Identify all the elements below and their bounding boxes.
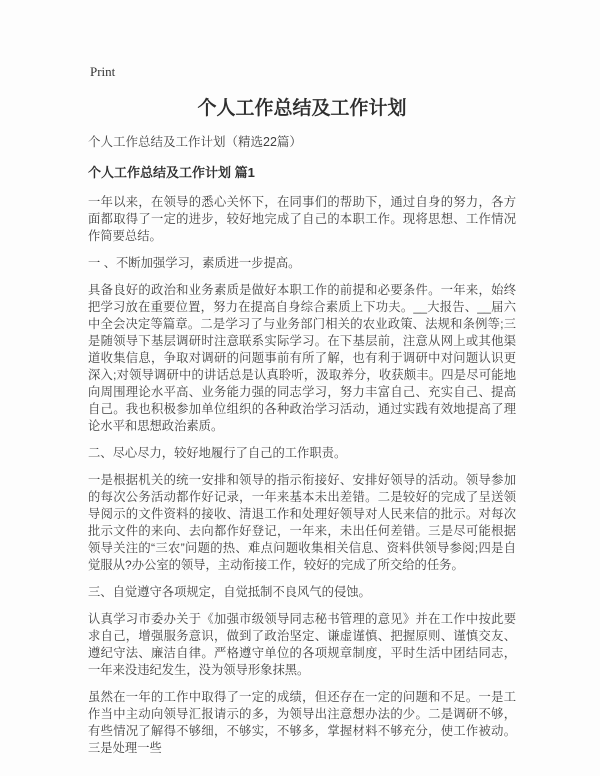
paragraph: 认真学习市委办关于《加强市级领导同志秘书管理的意见》并在工作中按此要求自己，增强服务意识，做到了政治坚定、谦虚谨慎、把握原则、谨慎交友、遵纪守法、廉洁自律。严格遵守单位的各项规章制度，平时生活中团结同志，一年来没违纪发生，没为领导形象抹黑。 (88, 612, 516, 677)
paragraph: 虽然在一年的工作中取得了一定的成绩，但还存在一定的问题和不足。一是工作当中主动向领导汇报请示的多，为领导出注意想办法的少。二是调研不够，有些情况了解得不够细，不够实，不够多，掌握材料不够充分，使工作被动。三是处理一些 (88, 690, 516, 755)
paragraph: 一 、不断加强学习，素质进一步提高。 (88, 256, 301, 270)
document-subtitle: 个人工作总结及工作计划（精选22篇） (88, 135, 302, 149)
paragraph: 三、自觉遵守各项规定，自觉抵制不良风气的侵蚀。 (88, 585, 371, 599)
print-link[interactable]: Print (90, 64, 116, 79)
document-title: 个人工作总结及工作计划 (197, 98, 407, 119)
document-body (88, 194, 516, 757)
paragraph: 具备良好的政治和业务素质是做好本职工作的前提和必要条件。一年来，始终把学习放在重要位置，努力在提高自身综合素质上下功夫。__大报告、__届六中全会决定等篇章。二是学习了与业务部门相关的农业政策、法规和条例等;三是随领导下基层调研时注意联系实际学习。在下基层前，注意从网上或其他渠道收集信息，争取对调研的问题事前有所了解，也有利于调研中对问题认识更深入;对领导调研中的讲话总是认真聆听，汲取养分，收获颇丰。四是尽可能地向周围理论水平高、业务能力强的同志学习，努力丰富自己、充实自己、提高自己。我也积极参加单位组织的各种政治学习活动，通过实践有效地提高了理论水平和思想政治素质。 (88, 283, 516, 433)
paragraph: 一年以来，在领导的悉心关怀下，在同事们的帮助下，通过自身的努力，各方面都取得了一定的进步，较好地完成了自己的本职工作。现将思想、工作情况作简要总结。 (88, 195, 516, 243)
section-heading: 个人工作总结及工作计划 篇1 (88, 165, 255, 180)
paragraph: 二、尽心尽力，较好地履行了自己的工作职责。 (88, 446, 347, 460)
paragraph: 一是根据机关的统一安排和领导的指示衔接好、安排好领导的活动。领导参加的每次公务活动都作好记录，一年来基本未出差错。二是较好的完成了呈送领导阅示的文件资料的接收、清退工作和处理好领导对人民来信的批示。对每次批示文件的来向、去向都作好登记，一年来，未出任何差错。三是尽可能根据领导关注的“三农”问题的热、难点问题收集相关信息、资料供领导参阅;四是自觉服从?办公室的领导，主动衔接工作，较好的完成了所交给的任务。 (88, 473, 516, 572)
